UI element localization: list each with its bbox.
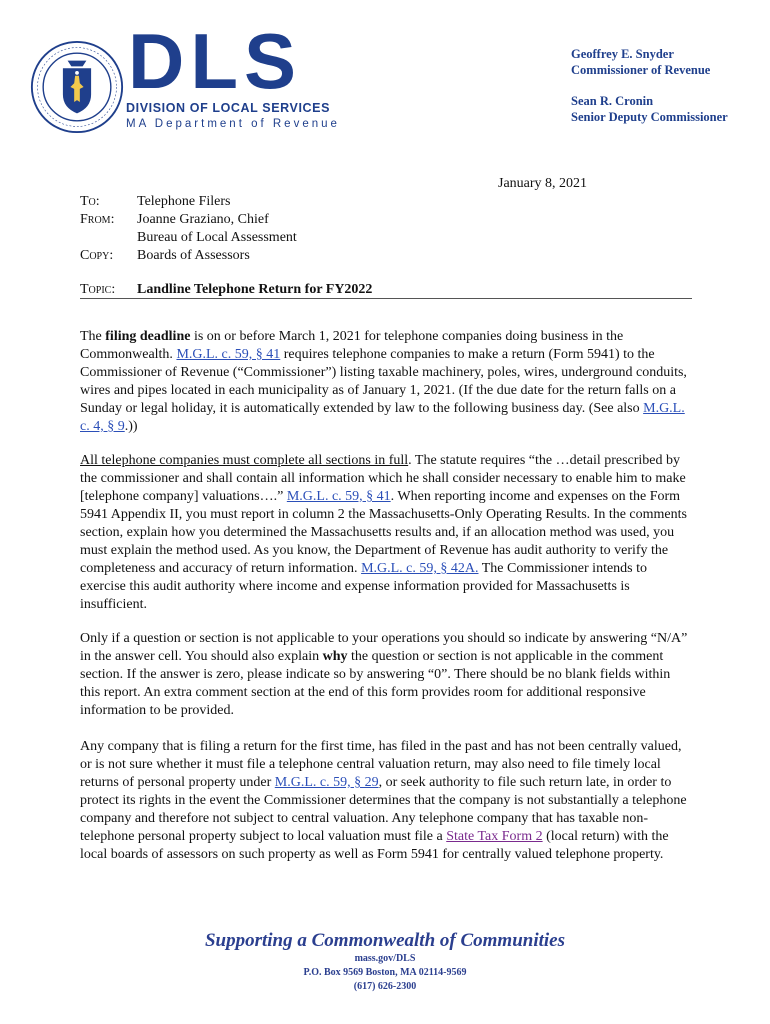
memo-from-label: From: — [80, 212, 115, 227]
official-title: Commissioner of Revenue — [571, 63, 711, 77]
paragraph-not-applicable: Only if a question or section is not applicable to your operations you should so indicate by answering “N/A” in the answer cell. You should also explain why the question or section is not applicable in the comment section. If the answer is zero, please indicate so by answering “0”. There should be no blank fields within this report. An extra comment section at the end of this form provides room for additional responsive information to be provided. — [80, 631, 688, 718]
paragraph-first-time-filers: Any company that is filing a return for the first time, has filed in the past and has not been centrally valued, or is not sure whether it must file a telephone central valuation return, may also need to file timely local returns of personal property under M.G.L. c. 59, § 29, or seek authority to file such return late, in order to protect its rights in the event the Commissioner determines that the company is not substantially a telephone company and therefore not subject to central valuation. Any telephone company that has taxable non-telephone personal property subject to local valuation must file a State Tax Form 2 (local return) with the local boards of assessors on such property as well as Form 5941 for centrally valued telephone property. — [80, 739, 687, 862]
official-name: Sean R. Cronin — [571, 94, 654, 108]
mgl-4-9-link[interactable]: M.G.L. c. 4, § 9 — [80, 401, 685, 434]
mgl-59-41-link[interactable]: M.G.L. c. 59, § 41 — [176, 347, 281, 362]
filing-deadline-bold: filing deadline — [105, 329, 191, 344]
memo-copy-row — [80, 247, 250, 265]
memo-to-row — [80, 193, 231, 211]
state-tax-form-2-link[interactable]: State Tax Form 2 — [446, 829, 543, 844]
official-name: Geoffrey E. Snyder — [571, 47, 674, 61]
dls-logo-letters: DLS — [128, 17, 302, 105]
dls-logo-line2: MA Department of Revenue — [126, 118, 340, 130]
footer-phone: (617) 626-2300 — [353, 981, 417, 992]
memo-from-value-2: Bureau of Local Assessment — [137, 230, 297, 245]
footer-address: P.O. Box 9569 Boston, MA 02114-9569 — [303, 967, 467, 978]
memo-topic-value: Landline Telephone Return for FY2022 — [137, 282, 373, 297]
officials-block — [571, 46, 728, 125]
mgl-59-41-link-2[interactable]: M.G.L. c. 59, § 41 — [286, 489, 391, 504]
footer-web: mass.gov/DLS — [354, 953, 416, 964]
footer-tagline: Supporting a Commonwealth of Communities — [204, 930, 566, 951]
dls-logo-line1: DIVISION OF LOCAL SERVICES — [126, 101, 331, 115]
official-title: Senior Deputy Commissioner — [571, 110, 728, 124]
memo-from-row-2 — [80, 229, 297, 247]
memo-copy-label: Copy: — [80, 248, 114, 263]
memo-copy-value: Boards of Assessors — [137, 248, 250, 263]
memo-to-label: To: — [80, 194, 100, 209]
paragraph-complete-sections: All telephone companies must complete all sections in full. The statute requires “the …detail prescribed by the commissioner and shall contain all information which he shall consider necessary to enable him to make [telephone company] valuations….” M.G.L. c. 59, § 41. When reporting income and expenses on the Form 5941 Appendix II, you must report in column 2 the Massachusetts-Only Operating Results. In the comments section, explain how you determined the Massachusetts results and, if an allocation method was used, you must explain the method used. As you know, the Department of Revenue has audit authority to verify the completeness and accuracy of return information. M.G.L. c. 59, § 42A. The Commissioner intends to exercise this audit authority where income and expense information provided for Massachusetts is insufficient. — [80, 453, 687, 612]
topic-divider — [80, 298, 692, 299]
memo-topic-row — [80, 281, 373, 299]
memo-date: January 8, 2021 — [498, 176, 588, 191]
complete-sections-underlined: All telephone companies must complete all sections in full — [80, 453, 409, 468]
memo-to-value: Telephone Filers — [137, 194, 231, 209]
paragraph-filing-deadline: The filing deadline is on or before March 1, 2021 for telephone companies doing business in the Commonwealth. M.G.L. c. 59, § 41 requires telephone companies to make a return (Form 5941) to the Commissioner of Revenue (“Commissioner”) listing taxable machinery, poles, wires, underground conduits, wires and pipes located in each municipality as of January 1, 2021. (If the due date for the return falls on a Sunday or legal holiday, it is automatically extended by law to the following business day. (See also M.G.L. c. 4, § 9.)) — [80, 329, 687, 434]
mgl-59-29-link[interactable]: M.G.L. c. 59, § 29 — [274, 775, 379, 790]
massachusetts-seal-icon — [30, 40, 124, 134]
mgl-59-42a-link[interactable]: M.G.L. c. 59, § 42A. — [361, 561, 479, 576]
memo-from-value: Joanne Graziano, Chief — [137, 212, 269, 227]
why-bold: why — [322, 649, 348, 664]
memo-from-row — [80, 211, 269, 229]
memo-topic-label: Topic: — [80, 282, 116, 297]
footer-contact — [0, 952, 770, 994]
